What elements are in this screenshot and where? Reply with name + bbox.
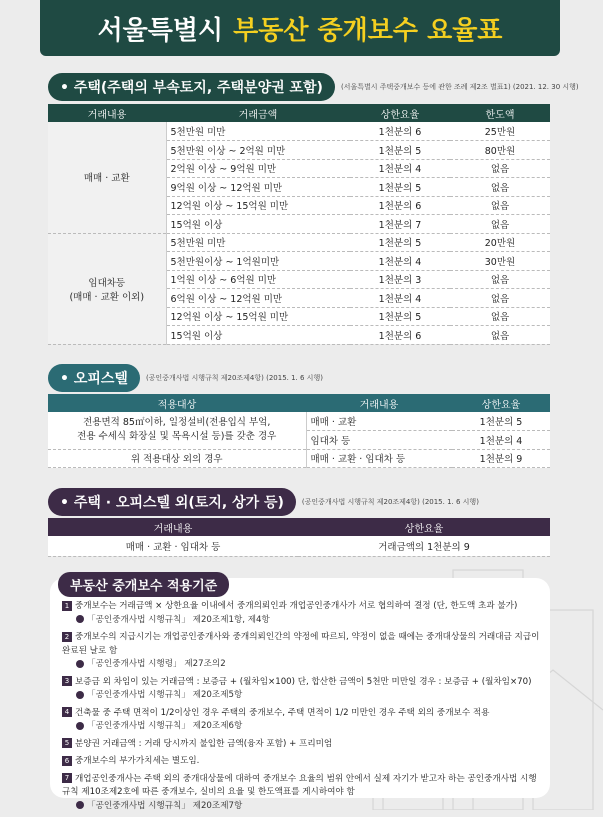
rule-number: 2: [62, 632, 72, 642]
rule-text: 중개보수의 부가가치세는 별도임.: [75, 756, 200, 766]
rule-item: [62, 738, 544, 752]
rate-cell: 1천분의 5: [452, 412, 550, 431]
limit-cell: 25만원: [450, 122, 550, 141]
amount-cell: 1억원 이상 ~ 6억원 미만: [166, 270, 350, 289]
section-officetel-note: (공인중개사법 시행규칙 제20조제4항) (2015. 1. 6 시행): [145, 374, 323, 382]
rate-cell: 1천분의 6: [350, 196, 450, 215]
limit-cell: 20만원: [450, 233, 550, 252]
rules-title: 부동산 중개보수 적용기준: [58, 572, 229, 597]
deal-cell: 매매 · 교환 · 임대차 등: [48, 536, 298, 556]
section-other-label: • 주택 · 오피스텔 외(토지, 상가 등): [48, 488, 296, 516]
officetel-target-cell: [48, 412, 306, 449]
deal-type-cell: [48, 122, 166, 233]
reference-bullet-icon: [76, 615, 84, 623]
amount-cell: 15억원 이상: [166, 215, 350, 234]
limit-cell: 없음: [450, 215, 550, 234]
rule-reference-text: 「공인중개사법 시행령」 제27조의2: [87, 659, 226, 669]
section-officetel-label-text: 오피스텔: [73, 371, 128, 387]
section-officetel-label: • 오피스텔: [48, 364, 140, 392]
rule-number: 4: [62, 707, 72, 717]
rule-reference-text: 「공인중개사법 시행규칙」 제20조제6항: [87, 721, 243, 731]
rate-cell: 1천분의 5: [350, 233, 450, 252]
header-target: 적용대상: [48, 394, 306, 412]
deal-type-line: (매매 · 교환 이외): [69, 291, 145, 303]
amount-cell: 5천만원 미만: [166, 233, 350, 252]
table-row: [48, 412, 550, 431]
rate-cell: 1천분의 6: [350, 326, 450, 345]
amount-cell: 2억원 이상 ~ 9억원 미만: [166, 159, 350, 178]
header-rate: 상한요율: [452, 394, 550, 412]
rule-reference: [62, 689, 544, 703]
section-other-note: (공인중개사법 시행규칙 제20조제4항) (2015. 1. 6 시행): [301, 498, 479, 506]
reference-bullet-icon: [76, 691, 84, 699]
section-housing-label: • 주택(주택의 부속토지, 주택분양권 포함): [48, 73, 335, 101]
rule-reference-text: 「공인중개사법 시행규칙」 제20조제5항: [87, 690, 243, 700]
page-title: [40, 0, 560, 56]
rule-reference: [62, 614, 544, 628]
rule-text: 건축물 중 주택 면적이 1/2이상인 경우 주택의 중개보수, 주택 면적이 1/2 미만인 경우 주택 외의 중개보수 적용: [75, 707, 490, 718]
table-header-row: [48, 104, 550, 122]
table-row: [48, 449, 550, 468]
amount-cell: 5천만원 이상 ~ 2억원 미만: [166, 141, 350, 160]
limit-cell: 없음: [450, 289, 550, 308]
rate-cell: 거래금액의 1천분의 9: [298, 536, 550, 556]
limit-cell: 없음: [450, 307, 550, 326]
officetel-rate-table: [48, 394, 550, 468]
table-row: [48, 536, 550, 556]
limit-cell: 없음: [450, 326, 550, 345]
rule-text: 중개보수는 거래금액 × 상한요율 이내에서 중개의뢰인과 개업공인중개사가 서로 협의하여 결정 (단, 한도액 초과 불가): [75, 601, 518, 611]
rate-cell: 1천분의 4: [350, 159, 450, 178]
amount-cell: 12억원 이상 ~ 15억원 미만: [166, 307, 350, 326]
rate-cell: 1천분의 9: [452, 449, 550, 468]
reference-bullet-icon: [76, 801, 84, 809]
limit-cell: 없음: [450, 270, 550, 289]
other-rate-table: [48, 518, 550, 557]
deal-cell: 매매 · 교환: [306, 412, 452, 431]
amount-cell: 12억원 이상 ~ 15억원 미만: [166, 196, 350, 215]
section-housing-header: [48, 73, 579, 101]
amount-cell: 5천만원이상 ~ 1억원미만: [166, 252, 350, 271]
rate-cell: 1천분의 5: [350, 141, 450, 160]
limit-cell: 없음: [450, 178, 550, 197]
rule-item: [62, 707, 544, 734]
header-deal: 거래내용: [306, 394, 452, 412]
deal-cell: 임대차 등: [306, 431, 452, 450]
limit-cell: 80만원: [450, 141, 550, 160]
amount-cell: 6억원 이상 ~ 12억원 미만: [166, 289, 350, 308]
header-deal: 거래내용: [48, 104, 166, 122]
rule-item: [62, 631, 544, 672]
deal-type-line: 임대차등: [88, 277, 126, 289]
limit-cell: 없음: [450, 159, 550, 178]
deal-type-cell: [48, 233, 166, 344]
header-amount: 거래금액: [166, 104, 350, 122]
rate-cell: 1천분의 6: [350, 122, 450, 141]
rate-cell: 1천분의 7: [350, 215, 450, 234]
header-deal: 거래내용: [48, 518, 298, 536]
rule-text: 중개보수의 지급시기는 개업공인중개사와 중개의뢰인간의 약정에 따르되, 약정이 없을 때에는 중개대상물의 거래대금 지급이 완료된 날로 함: [62, 632, 540, 656]
rate-cell: 1천분의 3: [350, 270, 450, 289]
rule-number: 1: [62, 601, 72, 611]
amount-cell: 5천만원 미만: [166, 122, 350, 141]
rule-reference: [62, 800, 544, 814]
title-main: 부동산 중개보수 요율표: [233, 15, 503, 46]
rule-text: 분양권 거래금액 : 거래 당시까지 불입한 금액(융자 포함) + 프리미엄: [75, 738, 333, 749]
rule-reference: [62, 658, 544, 672]
housing-rate-table: [48, 104, 550, 345]
rule-item: [62, 600, 544, 627]
section-other-header: [48, 488, 479, 516]
rule-number: 5: [62, 738, 72, 748]
rule-number: 3: [62, 676, 72, 686]
table-row: [48, 122, 550, 141]
rule-number: 6: [62, 756, 72, 766]
rule-reference-text: 「공인중개사법 시행규칙」 제20조제7항: [87, 800, 243, 811]
rule-item: [62, 755, 544, 769]
rate-cell: 1천분의 5: [350, 307, 450, 326]
limit-cell: 30만원: [450, 252, 550, 271]
rule-reference-text: 「공인중개사법 시행규칙」 제20조제1항, 제4항: [87, 614, 270, 625]
reference-bullet-icon: [76, 660, 84, 668]
header-rate: 상한요율: [298, 518, 550, 536]
reference-bullet-icon: [76, 722, 84, 730]
deal-cell: 매매 · 교환 · 임대차 등: [306, 449, 452, 468]
officetel-target-line1: 전용면적 85㎡이하, 일정설비(전용입식 부엌,: [83, 417, 271, 429]
rule-text: 보증금 외 차임이 있는 거래금액 : 보증금 + (월차임×100) 단, 합산한 금액이 5천만 미만일 경우 : 보증금 + (월차임×70): [75, 676, 532, 687]
section-housing-note: (서울특별시 주택중개보수 등에 관한 조례 제2조 별표1) (2021. 12. 30 시행): [340, 83, 579, 91]
table-row: [48, 233, 550, 252]
amount-cell: 15억원 이상: [166, 326, 350, 345]
header-limit: 한도액: [450, 104, 550, 122]
rule-item: [62, 676, 544, 703]
rate-cell: 1천분의 5: [350, 178, 450, 197]
rate-cell: 1천분의 4: [350, 289, 450, 308]
header-rate: 상한요율: [350, 104, 450, 122]
rules-list: [62, 600, 544, 817]
amount-cell: 9억원 이상 ~ 12억원 미만: [166, 178, 350, 197]
deal-type-line: 매매 · 교환: [83, 173, 130, 185]
rate-cell: 1천분의 4: [452, 431, 550, 450]
rule-text: 개업공인중개사는 주택 외의 중개대상물에 대하여 중개보수 요율의 범위 안에서 실제 자기가 받고자 하는 공인중개사법 시행규칙 제10조제2호에 따른 중개보수, 실비의 요율 및 한도액표를 게시하여야 함: [62, 773, 537, 797]
table-header-row: [48, 394, 550, 412]
section-housing-label-text: 주택(주택의 부속토지, 주택분양권 포함): [73, 80, 323, 96]
rate-cell: 1천분의 4: [350, 252, 450, 271]
section-other-label-text: 주택 · 오피스텔 외(토지, 상가 등): [73, 495, 284, 511]
rule-item: [62, 773, 544, 814]
officetel-target-line2: 전용 수세식 화장실 및 목욕시설 등)를 갖춘 경우: [77, 431, 277, 443]
other-target-cell: 위 적용대상 외의 경우: [48, 449, 306, 468]
limit-cell: 없음: [450, 196, 550, 215]
title-city: 서울특별시: [97, 15, 224, 46]
section-officetel-header: [48, 364, 323, 392]
rule-number: 7: [62, 773, 72, 783]
rule-reference: [62, 720, 544, 734]
table-header-row: [48, 518, 550, 536]
